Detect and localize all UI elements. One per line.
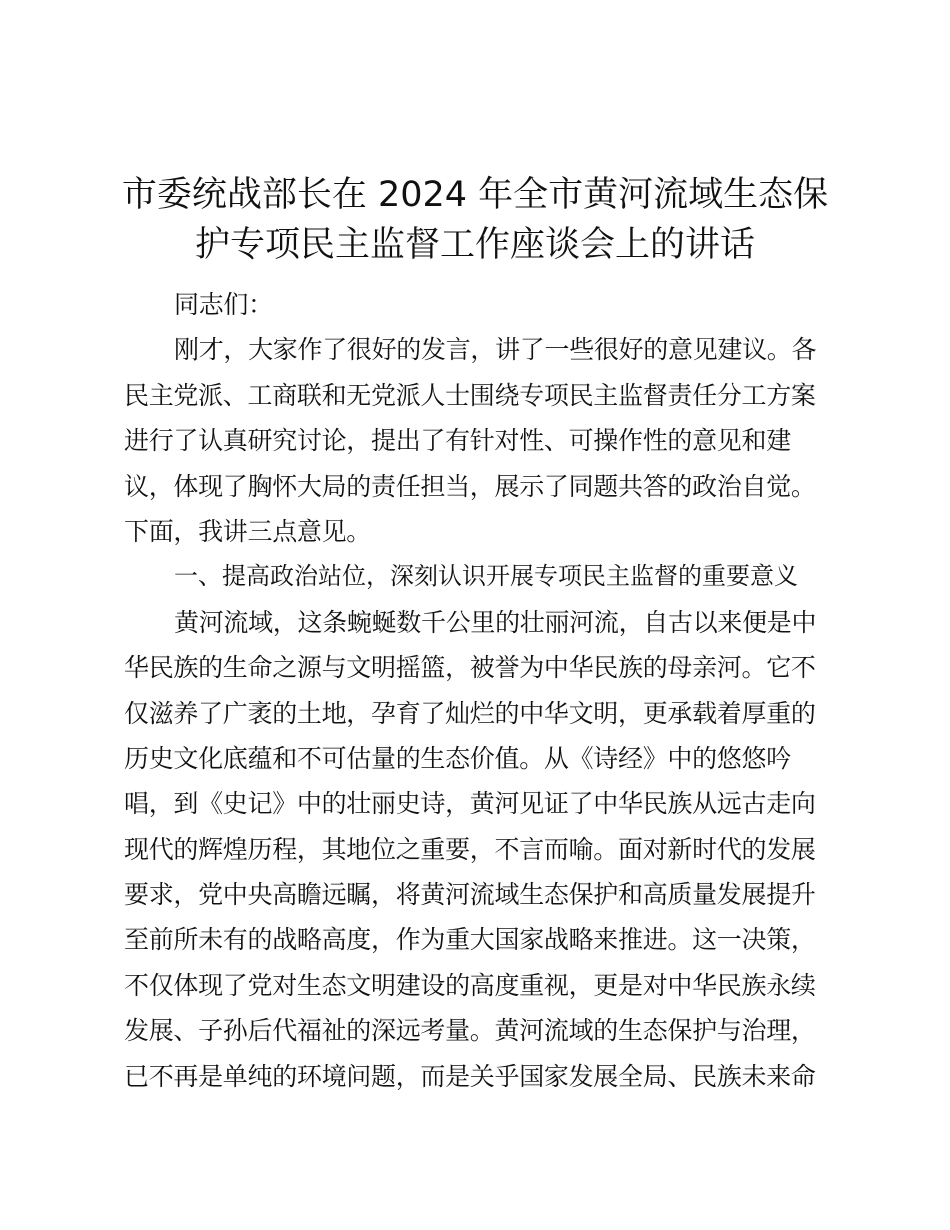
paragraph-line: 历史文化底蕴和不可估量的生态价值。从《诗经》中的悠悠吟 <box>124 743 791 773</box>
paragraph-line: 民主党派、工商联和无党派人士围绕专项民主监督责任分工方案 <box>124 380 816 410</box>
paragraph-line: 不仅体现了党对生态文明建设的高度重视，更是对中华民族永续 <box>124 970 816 1000</box>
document-title <box>120 170 830 270</box>
paragraph-line: 黄河流域，这条蜿蜒数千公里的壮丽河流，自古以来便是中 <box>174 607 817 637</box>
paragraph-line: 唱，到《史记》中的壮丽史诗，黄河见证了中华民族从远古走向 <box>124 789 816 819</box>
paragraph-line: 议，体现了胸怀大局的责任担当，展示了同题共答的政治自觉。 <box>124 471 816 501</box>
paragraph-line: 进行了认真研究讨论，提出了有针对性、可操作性的意见和建 <box>124 426 791 456</box>
paragraph-line: 华民族的生命之源与文明摇篮，被誉为中华民族的母亲河。它不 <box>124 653 816 683</box>
paragraph-line: 现代的辉煌历程，其地位之重要，不言而喻。面对新时代的发展 <box>124 834 816 864</box>
salutation: 同志们： <box>174 290 273 319</box>
paragraph-line: 仅滋养了广袤的土地，孕育了灿烂的中华文明，更承载着厚重的 <box>124 698 816 728</box>
paragraph-2 <box>124 600 824 1099</box>
paragraph-line: 下面，我讲三点意见。 <box>124 516 372 546</box>
paragraph-line: 已不再是单纯的环境问题，而是关乎国家发展全局、民族未来命 <box>124 1061 816 1091</box>
paragraph-line: 要求，党中央高瞻远瞩，将黄河流域生态保护和高质量发展提升 <box>124 880 816 910</box>
title-line-1: 市委统战部长在 2024 年全市黄河流域生态保 <box>121 175 829 215</box>
paragraph-line: 至前所未有的战略高度，作为重大国家战略来推进。这一决策， <box>124 925 816 955</box>
title-line-2: 护专项民主监督工作座谈会上的讲话 <box>194 225 755 265</box>
paragraph-line: 发展、子孙后代福祉的深远考量。黄河流域的生态保护与治理， <box>124 1016 816 1046</box>
paragraph-line: 刚才，大家作了很好的发言，讲了一些很好的意见建议。各 <box>174 335 817 365</box>
document-body <box>124 282 824 1099</box>
paragraph-1 <box>124 327 824 554</box>
section-heading-1: 一、提高政治站位，深刻认识开展专项民主监督的重要意义 <box>174 562 798 591</box>
